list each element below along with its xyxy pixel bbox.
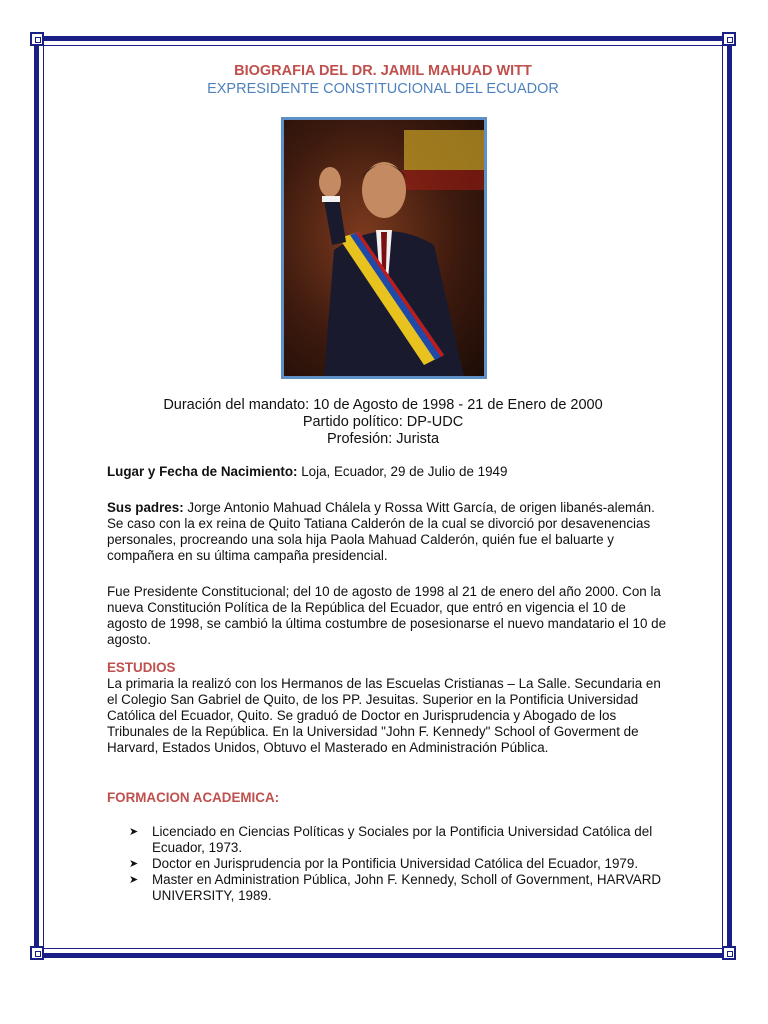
profession: Profesión: Jurista	[326, 431, 440, 447]
presidency-paragraph: Fue Presidente Constitucional; del 10 de agosto de 1998 al 21 de enero del año 2000. Con la nueva Constitución Política de la República del Ecuador, que entró en vigencia el 10 de agosto de 1998, se cambió la última costumbre de posesionarse el nuevo mandatario el 10 de agosto.	[107, 584, 667, 647]
parents-text: Jorge Antonio Mahuad Chálela y Rossa Witt García, de origen libanés-alemán. Se caso con la ex reina de Quito Tatiana Calderón de la cual se divorció por desavenencias personales, procreando una sola hija Paola Mahuad Calderón, quién fue el baluarte y compañera en su última campaña presidencial.	[107, 500, 655, 563]
mandate-duration: Duración del mandato: 10 de Agosto de 1998 - 21 de Enero de 2000	[163, 397, 603, 413]
portrait-photo	[281, 117, 487, 379]
list-item: ➤ Master en Administration Pública, John F. Kennedy, Scholl of Government, HARVARD UNIVERSITY, 1989.	[129, 872, 662, 903]
academic-heading: FORMACION ACADEMICA:	[107, 790, 280, 805]
arrow-bullet-icon: ➤	[129, 858, 139, 870]
parents-label: Sus padres:	[107, 500, 184, 515]
birth-value: Loja, Ecuador, 29 de Julio de 1949	[297, 464, 508, 479]
list-item: ➤ Doctor en Jurisprudencia por la Pontificia Universidad Católica del Ecuador, 1979.	[129, 856, 639, 871]
studies-section	[107, 660, 667, 756]
parents-paragraph	[107, 500, 667, 564]
political-party: Partido político: DP-UDC	[302, 414, 464, 430]
birth-label: Lugar y Fecha de Nacimiento:	[107, 464, 298, 479]
border-corner-ornament	[30, 946, 44, 960]
border-corner-ornament	[722, 32, 736, 46]
document-title: BIOGRAFIA DEL DR. JAMIL MAHUAD WITT	[234, 63, 532, 79]
document-subtitle: EXPRESIDENTE CONSTITUCIONAL DEL ECUADOR	[207, 81, 559, 97]
border-corner-ornament	[722, 946, 736, 960]
list-item: ➤ Licenciado en Ciencias Políticas y Sociales por la Pontificia Universidad Católica del Ecuador, 1973.	[129, 824, 653, 855]
mandate-summary	[43, 397, 723, 448]
arrow-bullet-icon: ➤	[129, 826, 139, 838]
portrait-illustration	[284, 120, 484, 376]
studies-text: La primaria la realizó con los Hermanos de las Escuelas Cristianas – La Salle. Secundaria en el Colegio San Gabriel de Quito, de los PP. Jesuitas. Superior en la Pontificia Universidad Católica del Ecuador, Quito. Se graduó de Doctor en Jurisprudencia y Abogado de los Tribunales de la República. En la Universidad "John F. Kennedy" School of Goverment de Harvard, Estados Unidos, Obtuvo el Masterado en Administración Pública.	[107, 676, 661, 755]
academic-list	[129, 824, 669, 904]
birth-paragraph	[107, 464, 667, 480]
studies-heading: ESTUDIOS	[107, 660, 176, 675]
border-corner-ornament	[30, 32, 44, 46]
academic-heading-block	[107, 790, 667, 806]
arrow-bullet-icon: ➤	[129, 874, 139, 886]
